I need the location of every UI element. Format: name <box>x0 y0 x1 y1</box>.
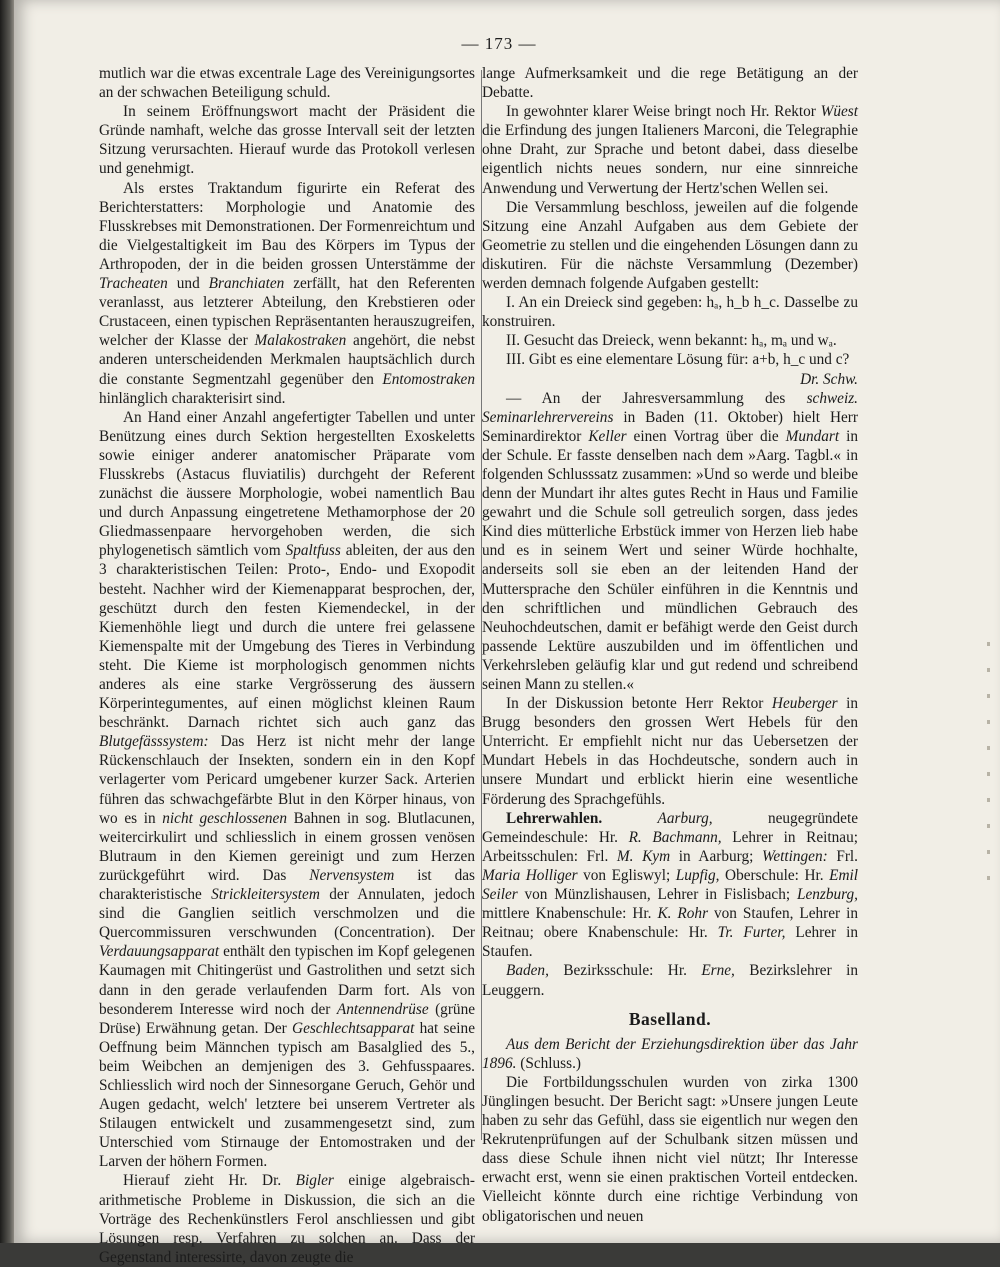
text-run: neugegründete Gemeindeschule: Hr. <box>482 809 858 846</box>
text-run: einen Vortrag über die <box>626 427 786 445</box>
italic-term: Bigler <box>295 1172 334 1190</box>
italic-term: Antennendrüse <box>336 1000 429 1018</box>
italic-term: Aarburg, <box>657 809 713 827</box>
paragraph <box>99 408 475 1172</box>
text-run: In der Diskussion betonte Herr Rektor <box>506 695 772 713</box>
italic-term: nicht geschlossenen <box>162 809 287 827</box>
text-run: in Aarburg; <box>670 847 762 865</box>
left-column <box>99 64 475 1267</box>
italic-term: Spaltfuss <box>285 542 341 560</box>
text-run: zerfällt, hat den Referenten veranlasst, aus letzterer Abteilung, den Krebstieren oder Crustaceen, einen typischen Repräsentanten herauszugreifen, welcher der Klasse der <box>99 275 475 350</box>
paragraph: Die Versammlung beschloss, jeweilen auf die folgende Sitzung eine Anzahl Aufgaben aus dem Gebiete der Geometrie zu stellen und die eingehenden Lösungen dann zu diskutiren. Für die nächste Versammlung (Dezember) werden demnach folgende Aufgaben gestellt: <box>482 198 858 293</box>
section-subheading <box>482 1035 858 1073</box>
text-run: ableiten, der aus den 3 charakteristischen Teilen: Proto-, Endo- und Exopodit besteht. Nachher wird der Kiemenapparat besprochen, der, geschützt durch den festen Kiemendeckel, in der Kiemenhöhle liegt und durch die untere frei gelassene Kiemenspalte mit der Umgebung des Tieres in Verbindung steht. Die Kieme ist morphologisch genommen nichts anderes als eine starke Vergrösserung des äussern Körperintegumentes, auf einen möglichst kleinen Raum beschränkt. Darnach richtet sich auch ganz das <box>99 542 475 732</box>
task-item: I. An ein Dreieck sind gegeben: hₐ, h_b h_c. Dasselbe zu konstruiren. <box>482 294 858 331</box>
text-run: in Baden (11. Oktober) hielt Herr Seminardirektor <box>482 408 858 445</box>
text-run: von Münzlishausen, Lehrer in Fislisbach; <box>517 886 797 904</box>
italic-term: Aus dem Bericht der Erziehungsdirektion über das Jahr 1896. <box>482 1035 858 1072</box>
italic-term: Malakostraken <box>254 332 347 350</box>
text-run: in Brugg besonders den grossen Wert Hebels für den Unterricht. Er empfiehlt nicht nur das Uebersetzen der Mundart Hebels in das Hochdeutsche, sondern auch in unsere Mundart und erblickt hierin eine wesentliche Förderung des Sprachgefühls. <box>482 695 858 808</box>
text-run: mittlere Knabenschule: Hr. <box>482 905 658 923</box>
text-run: In gewohnter klarer Weise bringt noch Hr. Rektor <box>506 103 821 121</box>
text-run: hinlänglich charakterisirt sind. <box>99 389 286 407</box>
italic-term: Nervensystem <box>309 866 395 884</box>
italic-term: R. Bachmann, <box>628 828 722 846</box>
italic-term: Strickleitersystem <box>211 886 320 904</box>
page-number: — 173 — <box>461 34 537 53</box>
paragraph <box>482 809 858 962</box>
italic-term: Baden, <box>506 962 549 980</box>
text-run: Als erstes Traktandum figurirte ein Referat des Berichterstatters: Morphologie und Anatomie des Flusskrebses mit Demonstrationen. Der Formenreichtum und die Vielgestaltigkeit im Bau des Körpers im Typus der Arthropoden, der in die beiden grossen Unterstämme der <box>99 179 475 273</box>
italic-term: Tracheaten <box>99 275 168 293</box>
text-run: enthält den typischen im Kopf gelegenen Kaumagen mit Chitingerüst und Gastrolithen und setzt sich dann in den gerade verlaufenden Darm fort. Als von besonderem Interesse wird noch der <box>99 943 475 1018</box>
text-run: der Annulaten, jedoch sind die Ganglien seitlich verschmolzen und die Quercommissuren verschwunden (Concentration). Der <box>99 886 475 942</box>
paragraph <box>99 179 475 408</box>
paragraph <box>482 389 858 695</box>
paragraph <box>482 694 858 809</box>
paragraph <box>482 961 858 999</box>
text-run: III. Gibt es eine elementare Lösung für: a+b, h_c und c? <box>506 351 850 369</box>
text-run: einige algebraisch-arithmetische Probleme in Diskussion, die sich an die Vorträge des Rechenkünstlers Ferol anschliessen und gibt Lösungen resp. Verfahren zu solchen an. Dass der Gegenstand interessirte, davon zeugte die <box>99 1172 475 1266</box>
text-run: von Egliswyl; <box>577 866 676 884</box>
italic-term: M. Kym <box>616 847 671 865</box>
text-run: ist das charakteristische <box>99 866 476 904</box>
task-item <box>482 350 858 388</box>
italic-term: Heuberger <box>771 695 838 713</box>
text-run: die Erfindung des jungen Italieners Marconi, die Telegraphie ohne Draht, zur Sprache und betont dabei, dass dieselbe eigentlich nichts neues sondern, nur eine sinnreiche Anwendung und Verwertung der Hertz'schen Wellen sei. <box>482 122 858 197</box>
italic-term: Emil Seiler <box>482 866 858 904</box>
text-run: Hierauf zieht Hr. Dr. <box>123 1172 296 1190</box>
text-run: in der Schule. Er fasste denselben nach dem »Aarg. Tagbl.« in folgenden Schlusssatz zusammen: »Und so werde und bleibe denn der Mundart ihr altes gutes Recht in Haus und Familie gewahrt und die Schule soll getreulich sorgen, dass jedes Kind dies mütterliche Erbstück immer von Herzen lieb habe und es in seinem Wert und seiner Würde hochhalte, anderseits soll sie eben an der leitenden Hand der Muttersprache den Schüler einführen in die Kenntnis und den schriftlichen und mündlichen Gebrauch des Neuhochdeutschen, damit er befähigt werde den Geist durch passende Lektüre auszubilden und im öffentlichen und Verkehrsleben geläufig klar und gut redend und schreibend seinen Mann zu stellen.« <box>482 427 858 693</box>
italic-term: Entomostraken <box>382 370 475 388</box>
section-heading: Baselland. <box>628 1008 712 1029</box>
text-run: Bezirksschule: Hr. <box>548 962 702 980</box>
text-run: An Hand einer Anzahl angefertigter Tabellen und unter Benützung eines durch Sektion hergestellten Exoskeletts sowie einiger anderer anatomischer Präparate vom Flusskrebs (Astacus fluviatilis) durchgeht der Referent zunächst die äussere Morphologie, wobei namentlich Bau und durch Anpassung eingetretene Methamorphose der 20 Gliedmassenpaare hervorgehoben werden, die sich phylogenetisch sämtlich vom <box>99 408 475 560</box>
text-run: und <box>167 275 209 293</box>
text-run: (Schluss.) <box>516 1054 582 1072</box>
text-run: Das Herz ist nicht mehr der lange Rückenschlauch der Insekten, sondern ein in den Kopf verlagerter vom Pericard umgebener kurzer Sack. Arterien führen das schwachgefärbte Blut in den Körper hinaus, von wo es in <box>99 733 475 827</box>
italic-term: Lupfig, <box>675 866 720 884</box>
paragraph <box>99 1171 475 1266</box>
italic-term: Maria Holliger <box>482 866 578 884</box>
text-run: — An der Jahresversammlung des <box>506 389 807 407</box>
italic-term: Wettingen: <box>761 847 828 865</box>
text-run: hat seine Oeffnung beim Männchen typisch am Basalglied des 5., beim Weibchen an demjenigen des 3. Gehfusspaares. Schliesslich wird noch der Sinnesorgane Geruch, Gehör und Augen gedacht, welch' letztere bei unserem Vertreter als Stilaugen entwickelt und zusammengesetzt sind, zum Unterschied vom Stirnauge der Entomostraken und der Larven der höhern Formen. <box>99 1019 475 1171</box>
text-run: Lehrer in Reitnau; Arbeitsschulen: Frl. <box>482 828 858 865</box>
bold-heading-run: Lehrerwahlen. <box>506 809 603 827</box>
paragraph: Die Fortbildungsschulen wurden von zirka 1300 Jünglingen besucht. Der Bericht sagt: »Unsere jungen Leute haben zu sehr das Gefühl, dass sie eigentlich nur wegen den Rekrutenprüfungen auf der Schulbank sitzen müssen und dass diese Schule ihnen nicht viel nützt; Ihr Interesse erwacht erst, wenn sie einen praktischen Vorteil entdecken. Vielleicht könnte durch eine richtige Verbindung von obligatorischen und neuen <box>482 1073 858 1225</box>
italic-term: Erne, <box>701 962 735 980</box>
paragraph: In seinem Eröffnungswort macht der Präsident die Gründe namhaft, welche das grosse Intervall seit der letzten Sitzung verursachten. Hierauf wurde das Protokoll verlesen und genehmigt. <box>99 103 475 178</box>
book-binding-edge <box>0 0 14 1243</box>
text-run: Frl. <box>827 847 858 865</box>
italic-term: schweiz. Seminarlehrervereins <box>482 389 858 426</box>
italic-term: Keller <box>588 427 627 445</box>
italic-term: Wüest <box>820 103 858 121</box>
text-run: (grüne Drüse) Erwähnung getan. Der <box>99 1000 476 1037</box>
italic-term: Verdauungsapparat <box>99 943 220 961</box>
task-item: II. Gesucht das Dreieck, wenn bekannt: hₐ, mₐ und wₐ. <box>506 332 837 350</box>
text-run: Lehrer in Staufen. <box>482 924 859 961</box>
paragraph: lange Aufmerksamkeit und die rege Betätigung an der Debatte. <box>482 65 858 102</box>
text-run: Oberschule: Hr. <box>719 866 830 884</box>
italic-term: Blutgefässsystem: <box>99 733 209 751</box>
italic-term: Geschlechtsapparat <box>292 1019 415 1037</box>
text-run: von Staufen, Lehrer in Reitnau; obere Knabenschule: Hr. <box>482 905 858 942</box>
document-page <box>14 0 1000 1266</box>
text-run: angehört, die nebst anderen unterscheidenden Merkmalen hauptsächlich durch die constante Segmentzahl gegenüber den <box>99 332 475 388</box>
italic-term: Lenzburg, <box>796 886 858 904</box>
right-column <box>482 64 858 1226</box>
italic-term: Mundart <box>785 427 840 445</box>
text-run: Bezirkslehrer in Leuggern. <box>482 962 858 999</box>
text-run <box>602 810 657 827</box>
page-edge-wear <box>987 620 990 880</box>
text-run: Bahnen in sog. Blutlacunen, weitercirkulirt und schliesslich in einem grossen venösen Blutraum in den Kiemen gereinigt und zum Herzen zurückgeführt wird. Das <box>99 809 475 884</box>
paragraph: mutlich war die etwas excentrale Lage des Vereinigungsortes an der schwachen Beteiligung schuld. <box>99 65 475 102</box>
italic-term: K. Rohr <box>657 905 709 923</box>
italic-term: Tr. Furter, <box>717 924 786 942</box>
paragraph <box>482 102 858 197</box>
italic-term: Branchiaten <box>208 275 285 293</box>
signature: Dr. Schw. <box>800 370 858 388</box>
